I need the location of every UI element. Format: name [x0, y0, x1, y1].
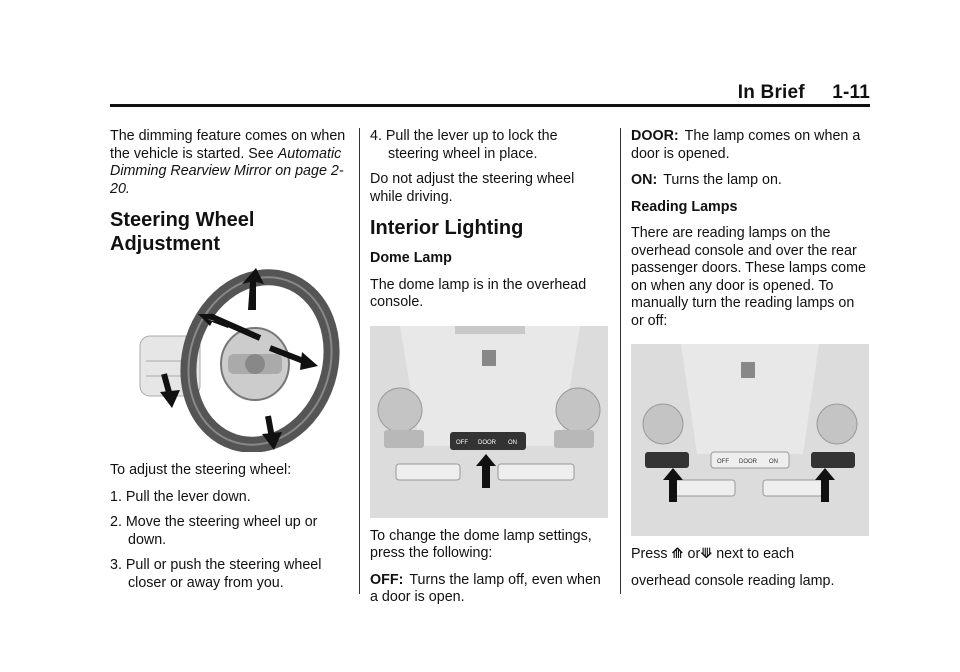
- reading-console-door-label: DOOR: [739, 459, 757, 465]
- off-term: OFF:: [370, 571, 404, 588]
- left-reading-lamp-icon[interactable]: ⟰: [671, 546, 684, 562]
- column-divider: [359, 128, 360, 594]
- interior-lighting-heading: Interior Lighting: [370, 217, 524, 239]
- console-off-label: OFF: [456, 439, 468, 446]
- reading-lamps-console-illustration: [631, 344, 869, 536]
- reading-console-off-label: OFF: [717, 459, 729, 465]
- door-definition: DOOR: The lamp comes on when a door is opened.: [631, 128, 861, 162]
- step-3: 3. Pull or push the steering wheel closer or away from you.: [110, 557, 322, 591]
- press-instruction-line2: overhead console reading lamp.: [631, 572, 835, 589]
- step-2: 2. Move the steering wheel up or down.: [110, 514, 318, 548]
- mirror-reference-link[interactable]: Automatic Dimming Rearview Mirror on page 2-20.: [110, 145, 344, 197]
- reading-console-on-label: ON: [769, 459, 778, 465]
- warning-paragraph: Do not adjust the steering wheel while driving.: [370, 171, 575, 205]
- column-3: [631, 128, 867, 599]
- dome-lamp-console-illustration: [370, 326, 608, 518]
- reading-lamps-subheading: Reading Lamps: [631, 198, 738, 215]
- page-header: [110, 82, 870, 106]
- on-term: ON:: [631, 172, 658, 188]
- press-instruction: Press ⟰ or⟱ next to each: [631, 546, 795, 562]
- column-2: [370, 128, 606, 616]
- page-title: In Brief 1-11: [737, 82, 870, 103]
- right-reading-lamp-icon[interactable]: ⟱: [700, 546, 713, 562]
- steering-wheel-illustration: [110, 266, 346, 452]
- step-1: 1. Pull the lever down.: [110, 488, 251, 505]
- dome-lamp-paragraph: The dome lamp is in the overhead console.: [370, 276, 587, 310]
- header-rule: [110, 104, 870, 107]
- reading-lamps-paragraph: There are reading lamps on the overhead console and over the rear passenger doors. These lamps come on when any door is opened. To manually turn the reading lamps on or off:: [631, 225, 866, 329]
- column-1: [110, 128, 346, 600]
- dome-lamp-subheading: Dome Lamp: [370, 250, 452, 266]
- step-4: 4. Pull the lever up to lock the steering wheel in place.: [370, 128, 558, 162]
- adjust-intro: To adjust the steering wheel:: [110, 462, 292, 478]
- door-term: DOOR:: [631, 128, 679, 144]
- steering-heading: Steering Wheel Adjustment: [110, 209, 255, 255]
- on-definition: ON: Turns the lamp on.: [631, 172, 782, 188]
- console-door-label: DOOR: [478, 439, 496, 446]
- console-on-label: ON: [508, 439, 517, 446]
- column-divider: [620, 128, 621, 594]
- change-settings-paragraph: To change the dome lamp settings, press the following:: [370, 527, 592, 561]
- off-definition: OFF: Turns the lamp off, even when a door is open.: [370, 571, 601, 605]
- intro-paragraph: The dimming feature comes on when the vehicle is started. See Automatic Dimming Rearview Mirror on page 2-20.: [110, 128, 346, 197]
